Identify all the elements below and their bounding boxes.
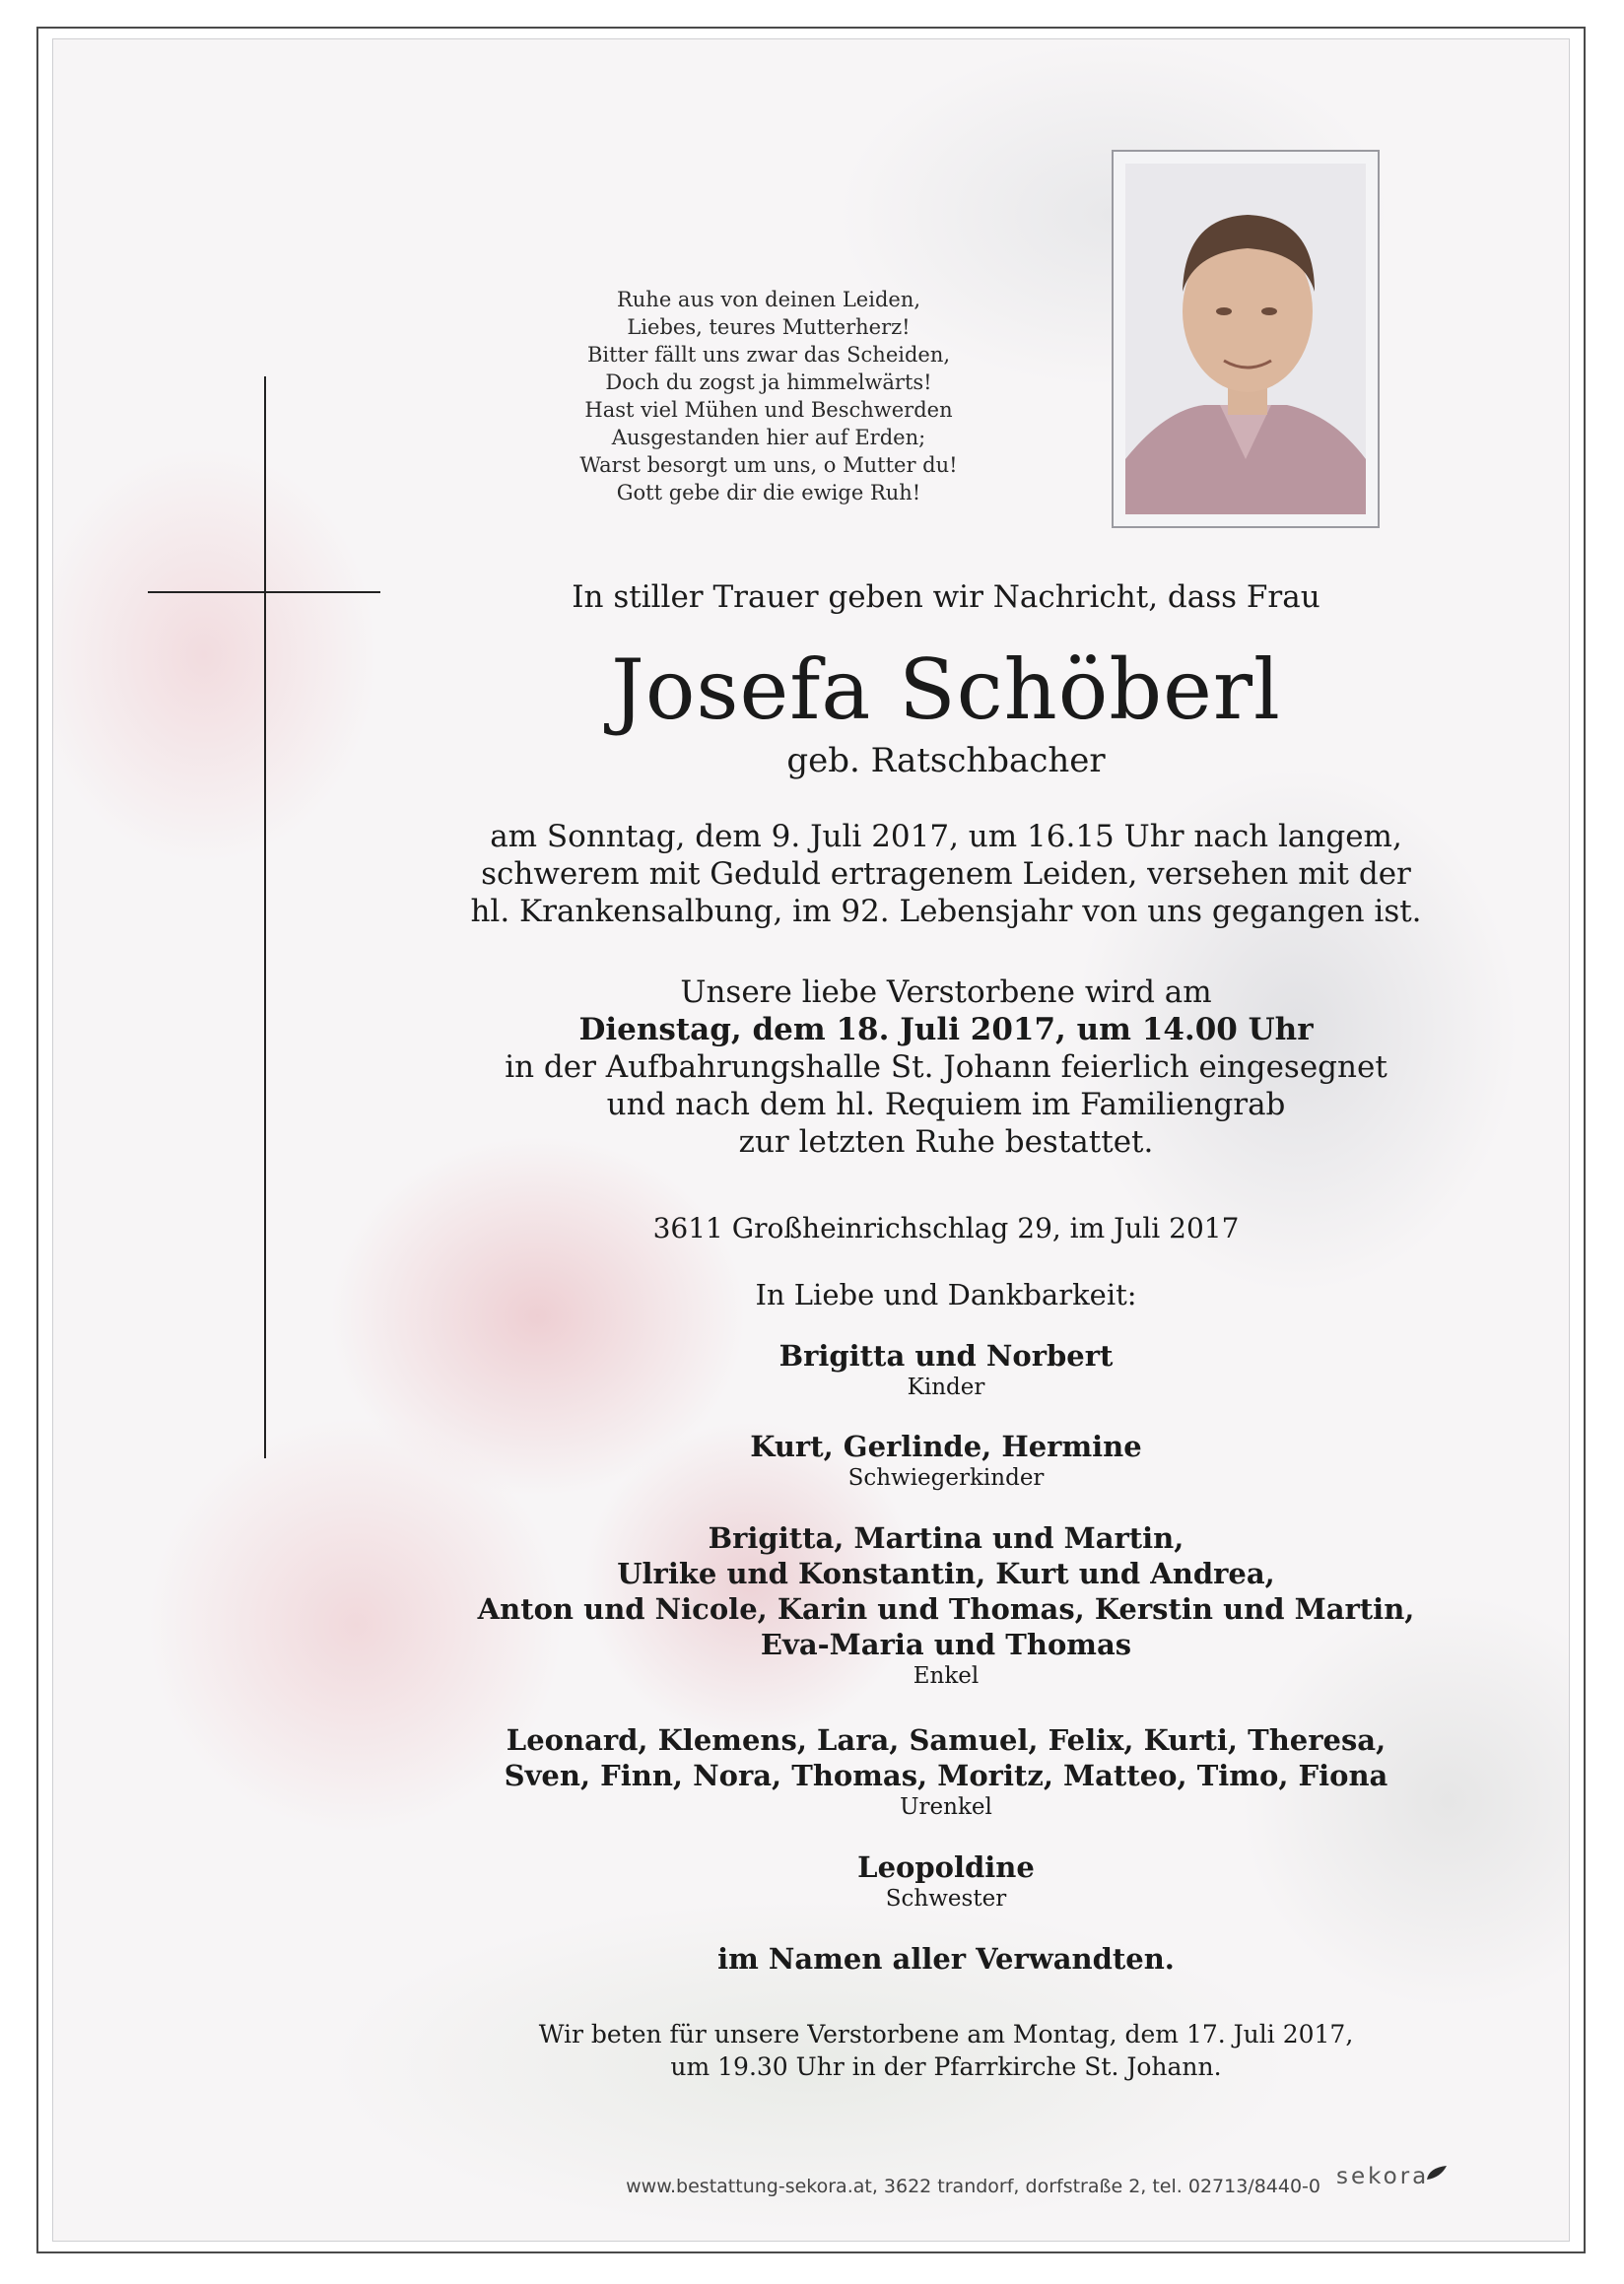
mourner-group-in-laws	[414, 1429, 1478, 1492]
poem-line: Liebes, teures Mutterherz!	[627, 315, 911, 339]
poem-line: Ausgestanden hier auf Erden;	[611, 426, 926, 449]
poem-line: Bitter fällt uns zwar das Scheiden,	[586, 343, 951, 367]
sekora-logo	[1336, 2164, 1445, 2205]
mourner-names: Sven, Finn, Nora, Thomas, Moritz, Matteo, Timo, Fiona	[504, 1759, 1388, 1792]
poem	[512, 286, 1025, 506]
portrait-photo	[1112, 150, 1380, 528]
mourner-names: Ulrike und Konstantin, Kurt und Andrea,	[617, 1557, 1275, 1590]
mourner-role: Schwiegerkinder	[847, 1465, 1045, 1491]
cross-icon	[264, 376, 266, 1458]
funeral-line: Unsere liebe Verstorbene wird am	[680, 974, 1212, 1010]
mass-notice	[414, 2018, 1478, 2083]
birth-name: geb. Ratschbacher	[786, 741, 1106, 780]
mass-line: um 19.30 Uhr in der Pfarrkirche St. Johann.	[670, 2052, 1222, 2081]
mourner-role: Schwester	[885, 1886, 1007, 1912]
mourner-names: Eva-Maria und Thomas	[760, 1628, 1132, 1661]
mourner-names: Kurt, Gerlinde, Hermine	[750, 1430, 1142, 1463]
mourner-group-grandchildren	[414, 1520, 1478, 1690]
mass-line: Wir beten für unsere Verstorbene am Montag, dem 17. Juli 2017,	[538, 2020, 1354, 2049]
mourner-names: Leopoldine	[857, 1850, 1035, 1884]
thanks-heading: In Liebe und Dankbarkeit:	[755, 1278, 1137, 1311]
death-line: hl. Krankensalbung, im 92. Lebensjahr von uns gegangen ist.	[470, 894, 1422, 929]
funeral-line: zur letzten Ruhe bestattet.	[738, 1124, 1154, 1160]
mourner-group-children	[414, 1338, 1478, 1401]
poem-line: Hast viel Mühen und Beschwerden	[584, 398, 953, 422]
mourner-role: Urenkel	[900, 1794, 992, 1820]
leaf-icon	[1425, 2164, 1449, 2182]
mourner-names: Leonard, Klemens, Lara, Samuel, Felix, Kurti, Theresa,	[506, 1723, 1387, 1757]
poem-line: Gott gebe dir die ewige Ruh!	[616, 481, 921, 504]
mourner-group-great-grandchildren	[414, 1722, 1478, 1821]
funeral-date: Dienstag, dem 18. Juli 2017, um 14.00 Uhr	[578, 1012, 1314, 1047]
funeral-line: in der Aufbahrungshalle St. Johann feierlich eingesegnet	[505, 1049, 1387, 1085]
mourner-names: Anton und Nicole, Karin und Thomas, Kerstin und Martin,	[477, 1592, 1415, 1626]
death-line: schwerem mit Geduld ertragenem Leiden, versehen mit der	[481, 856, 1411, 892]
death-notice	[414, 818, 1478, 930]
intro-text: In stiller Trauer geben wir Nachricht, dass Frau	[572, 579, 1320, 615]
cross-icon-bar	[148, 591, 380, 593]
deceased-name: Josefa Schöberl	[611, 641, 1281, 738]
mourner-role: Kinder	[907, 1375, 985, 1400]
death-line: am Sonntag, dem 9. Juli 2017, um 16.15 Uhr nach langem,	[490, 819, 1402, 854]
mourner-role: Enkel	[913, 1663, 980, 1689]
funeral-notice	[414, 974, 1478, 1161]
place-date: 3611 Großheinrichschlag 29, im Juli 2017	[652, 1212, 1240, 1244]
closing-line: im Namen aller Verwandten.	[717, 1942, 1175, 1976]
mourner-names: Brigitta und Norbert	[778, 1339, 1114, 1373]
funeral-line: und nach dem hl. Requiem im Familiengrab	[606, 1087, 1286, 1122]
poem-line: Doch du zogst ja himmelwärts!	[605, 370, 932, 394]
portrait-image	[1125, 164, 1366, 514]
footer-contact: www.bestattung-sekora.at, 3622 trandorf, dorfstraße 2, tel. 02713/8440-0	[626, 2176, 1320, 2197]
mourner-group-sister	[414, 1849, 1478, 1913]
mourner-names: Brigitta, Martina und Martin,	[708, 1521, 1184, 1555]
logo-word: sekora	[1336, 2164, 1430, 2189]
poem-line: Warst besorgt um uns, o Mutter du!	[579, 453, 958, 477]
poem-line: Ruhe aus von deinen Leiden,	[616, 288, 921, 311]
